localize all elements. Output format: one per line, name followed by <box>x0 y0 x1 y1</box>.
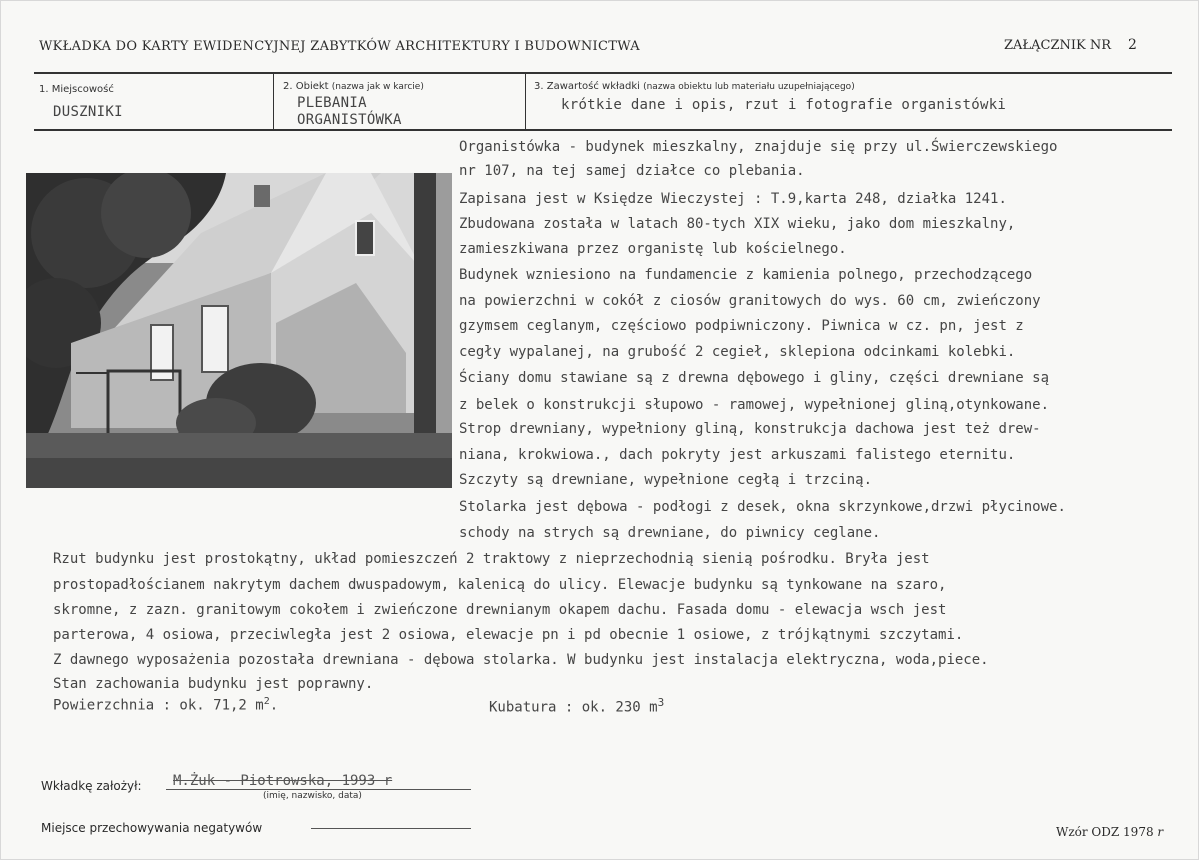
description-line: cegły wypalanej, na grubość 2 cegieł, sklepiona odcinkami kolebki. <box>459 344 1016 360</box>
area-label: Powierzchnia : ok. 71,2 m <box>53 697 264 714</box>
description-line: Budynek wzniesiono na fundamencie z kamienia polnego, przechodzącego <box>459 267 1033 283</box>
volume-value <box>489 696 664 716</box>
description-line: Zapisana jest w Księdze Wieczystej : T.9,karta 248, działka 1241. <box>459 191 1007 207</box>
description-line: skromne, z zazn. granitowym cokołem i zwieńczone drewnianym okapem dachu. Fasada domu - elewacja wsch jest <box>53 602 947 618</box>
attachment-number: 2 <box>1128 37 1137 53</box>
area-suffix: . <box>269 697 279 714</box>
description-line: prostopadłościanem nakrytym dachem dwuspadowym, kalenicą do ulicy. Elewacje budynku są tynkowane na szaro, <box>53 577 947 593</box>
description-line: niana, krokwiowa., dach pokryty jest arkuszami falistego eternitu. <box>459 447 1016 463</box>
volume-label: Kubatura : ok. 230 m <box>489 699 658 716</box>
object-value-line1: PLEBANIA <box>297 95 367 111</box>
object-label-text: 2. Obiekt <box>283 81 329 92</box>
field-divider-1 <box>273 74 274 131</box>
locality-label: 1. Miejscowość <box>39 84 114 95</box>
description-line: Szczyty są drewniane, wypełnione cegłą i trzciną. <box>459 472 873 488</box>
content-value: krótkie dane i opis, rzut i fotografie organistówki <box>561 97 1007 113</box>
description-line: na powierzchni w cokół z ciosów granitowych do wys. 60 cm, zwieńczony <box>459 293 1041 309</box>
negatives-storage-line <box>311 828 471 829</box>
description-line: gzymsem ceglanym, częściowo podpiwniczony. Piwnica w cz. pn, jest z <box>459 318 1024 334</box>
area-value <box>53 696 278 714</box>
negatives-storage-label: Miejsce przechowywania negatywów <box>41 821 263 835</box>
description-line: Strop drewniany, wypełniony gliną, konstrukcja dachowa jest też drew- <box>459 421 1041 437</box>
attachment-label: ZAŁĄCZNIK NR <box>1004 38 1112 53</box>
object-label-note: (nazwa jak w karcie) <box>331 82 424 92</box>
description-line: schody na strych są drewniane, do piwnicy ceglane. <box>459 525 881 541</box>
content-label <box>534 81 855 92</box>
content-label-note: (nazwa obiektu lub materiału uzupełniającego) <box>643 82 855 92</box>
form-model <box>1056 825 1163 839</box>
author-sublabel: (imię, nazwisko, data) <box>263 791 362 801</box>
building-photo-drawing <box>26 173 452 488</box>
object-value-line2: ORGANISTÓWKA <box>297 112 402 128</box>
content-label-text: 3. Zawartość wkładki <box>534 81 640 92</box>
header-bottom-rule <box>34 129 1172 131</box>
area-unit-exponent: 2 <box>263 696 270 707</box>
description-line: Stan zachowania budynku jest poprawny. <box>53 676 374 692</box>
locality-value: DUSZNIKI <box>53 104 123 120</box>
author-label: Wkładkę założył: <box>41 779 142 793</box>
description-line: Organistówka - budynek mieszkalny, znajduje się przy ul.Świerczewskiego <box>459 139 1058 155</box>
description-line: parterowa, 4 osiowa, przeciwległa jest 2 osiowa, elewacje pn i pd obecnie 1 osiowe, z trójkątnymi szczytami. <box>53 627 964 643</box>
header-top-rule <box>34 72 1172 74</box>
description-line: nr 107, na tej samej działce co plebania. <box>459 163 805 179</box>
description-line: z belek o konstrukcji słupowo - ramowej, wypełnionej gliną,otynkowane. <box>459 397 1050 413</box>
author-line <box>166 789 471 790</box>
description-line: Zbudowana została w latach 80-tych XIX wieku, jako dom mieszkalny, <box>459 216 1016 232</box>
card-title: WKŁADKA DO KARTY EWIDENCYJNEJ ZABYTKÓW ARCHITEKTURY I BUDOWNICTWA <box>39 39 640 54</box>
object-label <box>283 81 424 92</box>
description-line: zamieszkiwana przez organistę lub kościelnego. <box>459 241 847 257</box>
description-line: Stolarka jest dębowa - podłogi z desek, okna skrzynkowe,drzwi płycinowe. <box>459 499 1066 515</box>
building-photo <box>26 173 452 488</box>
description-line: Ściany domu stawiane są z drewna dębowego i gliny, części drewniane są <box>459 370 1050 386</box>
form-model-text: Wzór ODZ 1978 <box>1056 825 1154 839</box>
field-divider-2 <box>525 74 526 131</box>
volume-unit-exponent: 3 <box>657 696 665 709</box>
form-model-suffix: r <box>1157 825 1164 839</box>
description-line: Z dawnego wyposażenia pozostała drewniana - dębowa stolarka. W budynku jest instalacja elektryczna, woda,piece. <box>53 652 989 668</box>
author-value: M.Żuk - Piotrowska, 1993 r <box>173 773 393 789</box>
description-line: Rzut budynku jest prostokątny, układ pomieszczeń 2 traktowy z nieprzechodnią sienią pośrodku. Bryła jest <box>53 551 930 567</box>
